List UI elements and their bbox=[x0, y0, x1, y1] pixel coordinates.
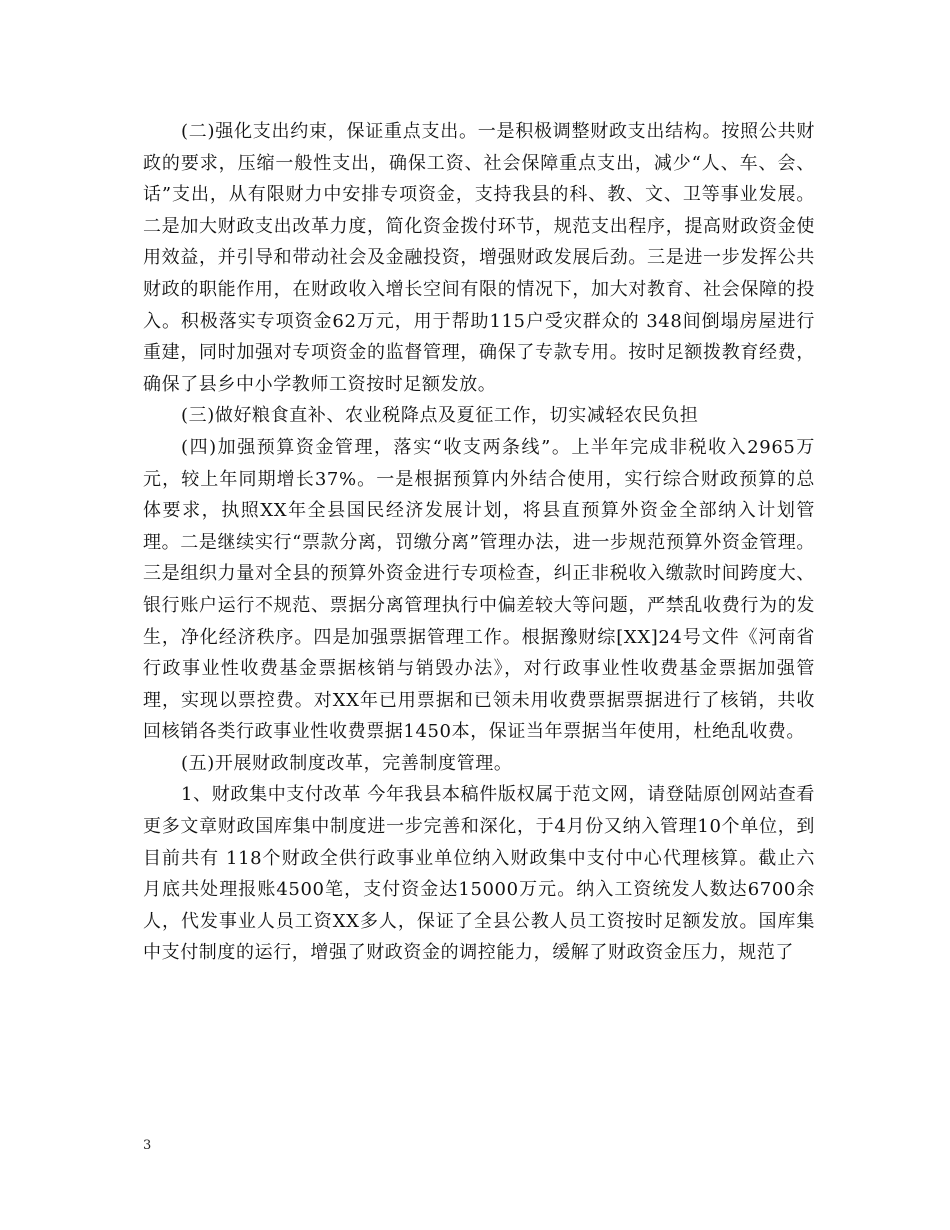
paragraph-grain-subsidy: (三)做好粮食直补、农业税降点及夏征工作，切实减轻农民负担 bbox=[181, 405, 699, 427]
paragraph-strengthen-expenditure: (二)强化支出约束，保证重点支出。一是积极调整财政支出结构。按照公共财政的要求，压缩一般性支出，确保工资、社会保障重点支出，减少“人、车、会、话”支出，从有限财力中安排专项资金，支持我县的科、教、文、卫等事业发展。二是加大财政支出改革力度，简化资金拨付环节，规范支出程序，提高财政资金使用效益，并引导和带动社会及金融投资，增强财政发展后劲。三是进一步发挥公共财政的职能作用，在财政收入增长空间有限的情况下，加大对教育、社会保障的投入。积极落实专项资金62万元，用于帮助115户受灾群众的 348间倒塌房屋进行重建，同时加强对专项资金的监督管理，确保了专款专用。按时足额拨教育经费，确保了县乡中小学教师工资按时足额发放。 bbox=[143, 121, 815, 395]
page-number: 3 bbox=[143, 1138, 152, 1153]
paragraph-fiscal-reform: (五)开展财政制度改革，完善制度管理。 bbox=[181, 752, 513, 774]
paragraph-centralized-payment: 1、财政集中支付改革 今年我县本稿件版权属于范文网，请登陆原创网站查看更多文章财政国库集中制度进一步完善和深化，于4月份又纳入管理10个单位，到目前共有 118个财政全供行政事业单位纳入财政集中支付中心代理核算。截止六月底共处理报账4500笔，支付资金达15000万元。纳入工资统发人数达6700余人，代发事业人员工资XX多人，保证了全县公教人员工资按时足额发放。国库集中支付制度的运行，增强了财政资金的调控能力，缓解了财政资金压力，规范了 bbox=[143, 784, 815, 964]
paragraph-budget-management: (四)加强预算资金管理，落实“收支两条线”。上半年完成非税收入2965万元，较上年同期增长37%。一是根据预算内外结合使用，实行综合财政预算的总体要求，执照XX年全县国民经济发展计划，将县直预算外资金全部纳入计划管理。二是继续实行“票款分离，罚缴分离”管理办法，进一步规范预算外资金管理。三是组织力量对全县的预算外资金进行专项检查，纠正非税收入缴款时间跨度大、银行账户运行不规范、票据分离管理执行中偏差较大等问题，严禁乱收费行为的发生，净化经济秩序。四是加强票据管理工作。根据豫财综[XX]24号文件《河南省行政事业性收费基金票据核销与销毁办法》，对行政事业性收费基金票据加强管理，实现以票控费。对XX年已用票据和已领未用收费票据票据进行了核销，共收回核销各类行政事业性收费票据1450本，保证当年票据当年使用，杜绝乱收费。 bbox=[143, 436, 815, 743]
document-body bbox=[143, 116, 815, 969]
